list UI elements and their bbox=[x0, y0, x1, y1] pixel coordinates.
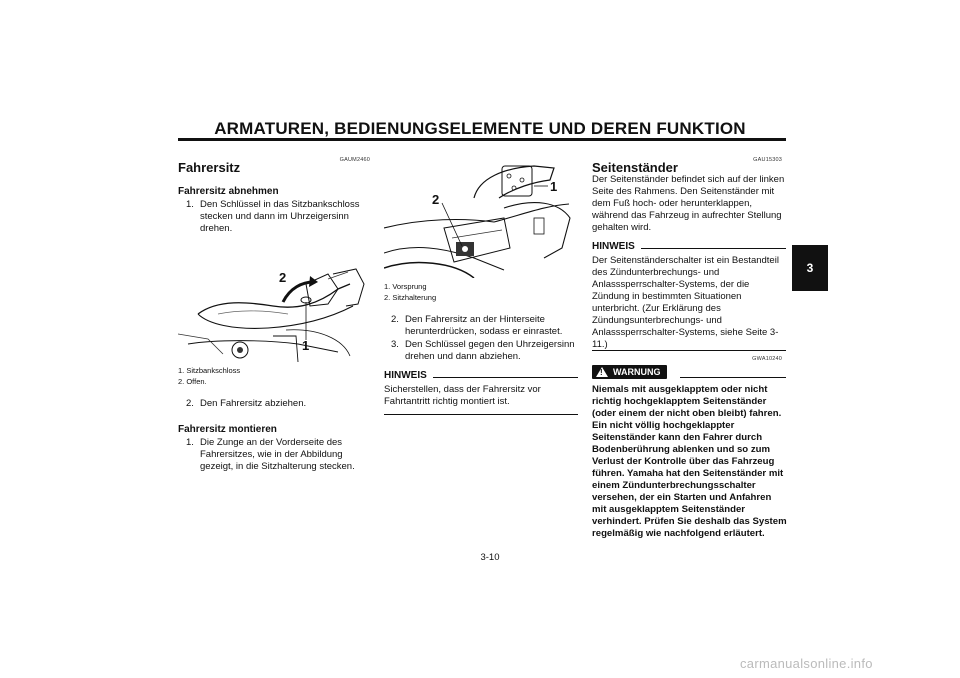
step-text: Den Schlüssel in das Sitzbankschloss stecken und dann im Uhrzeigersinn drehen. bbox=[200, 199, 360, 234]
step-text: Den Fahrersitz abziehen. bbox=[200, 398, 307, 409]
figure-callout-1: 1 bbox=[302, 338, 310, 353]
title-rule bbox=[178, 138, 786, 141]
figure-caption-1: 1. Sitzbankschloss bbox=[178, 366, 241, 375]
step-number: 3. bbox=[391, 339, 399, 350]
step-number: 1. bbox=[186, 199, 194, 210]
warning-text: Niemals mit ausgeklapptem oder nicht richtig hochgeklapptem Seitenständer (oder einem der nicht oben bleibt) fahren. Ein nicht völlig hochgeklappter Seitenständer kann den Fahrer durch Bodenberührung ablenken und so zum Verlust der Kontrolle über das Fahrzeug führen. Yamaha hat den Seitenständer mit einem Zündunterbrechungsschalter versehen, der ein Starten und Anfahren mit ausgeklapptem Seitenständer verhindert. Prüfen Sie deshalb das System regelmäßig wie nachfolgend erläutert. bbox=[592, 384, 787, 539]
watermark-link[interactable]: carmanualsonline.info bbox=[740, 656, 873, 671]
warning-rule bbox=[680, 377, 786, 378]
figure-callout-2: 2 bbox=[279, 270, 287, 285]
note-heading bbox=[592, 241, 786, 252]
step-text: Die Zunge an der Vorderseite des Fahrersitzes, wie in der Abbildung gezeigt, in die Sitzhalterung stecken. bbox=[200, 437, 355, 472]
note-rule bbox=[641, 248, 786, 249]
figure-caption-2: 2. Sitzhalterung bbox=[384, 293, 437, 302]
subheading-install-seat: Fahrersitz montieren bbox=[178, 424, 277, 435]
note-end-rule bbox=[592, 350, 786, 351]
chapter-tab[interactable]: 3 bbox=[792, 245, 828, 291]
page-number: 3-10 bbox=[480, 552, 500, 563]
seat-mount-figure bbox=[384, 158, 578, 278]
note-label: HINWEIS bbox=[592, 241, 635, 252]
step-pull-seat bbox=[186, 398, 374, 410]
intro-text: Der Seitenständer befindet sich auf der linken Seite des Rahmens. Den Seitenständer mit dem Fuß hoch- oder herunterklappen, während das Fahrzeug in aufrechter Stellung gehalten wird. bbox=[592, 174, 785, 233]
section-code: GAUM2460 bbox=[339, 157, 370, 163]
note-end-rule bbox=[384, 414, 578, 415]
step-number: 2. bbox=[186, 398, 194, 409]
step-remove-key bbox=[391, 339, 579, 363]
step-number: 2. bbox=[391, 314, 399, 325]
note-text: Sicherstellen, dass der Fahrersitz vor Fahrtantritt richtig montiert ist. bbox=[384, 384, 541, 407]
note-text: Der Seitenständerschalter ist ein Bestandteil des Zündunterbrechungs- und Anlasssperrschalter-Systems, der die Zündung in bestimmten Situationen unterbricht. (Zur Erklärung des Zündungsunterbrechungs- und Anlasssperrschalter-Systems, siehe Seite 3-11.) bbox=[592, 255, 779, 350]
figure-caption-1: 1. Vorsprung bbox=[384, 282, 427, 291]
section-heading-fahrersitz: Fahrersitz bbox=[178, 160, 241, 175]
page-title: ARMATUREN, BEDIENUNGSELEMENTE UND DEREN FUNKTION bbox=[214, 119, 746, 138]
seat-lock-figure bbox=[178, 244, 372, 364]
step-insert-tongue bbox=[186, 437, 374, 473]
warning-badge bbox=[592, 364, 667, 382]
warning-icon bbox=[596, 367, 608, 377]
note-rule bbox=[433, 377, 578, 378]
step-insert-key bbox=[186, 199, 374, 235]
note-label: HINWEIS bbox=[384, 370, 427, 381]
section-code: GAU15303 bbox=[753, 157, 782, 163]
figure-caption-2: 2. Offen. bbox=[178, 377, 207, 386]
section-heading-seitenstaender: Seitenständer bbox=[592, 160, 678, 175]
figure-callout-1: 1 bbox=[550, 179, 558, 194]
step-number: 1. bbox=[186, 437, 194, 448]
step-press-seat bbox=[391, 314, 579, 338]
step-text: Den Fahrersitz an der Hinterseite herunterdrücken, sodass er einrastet. bbox=[405, 314, 563, 337]
warning-code: GWA10240 bbox=[752, 356, 782, 362]
warning-label: WARNUNG bbox=[613, 367, 661, 377]
figure-callout-2: 2 bbox=[432, 192, 440, 207]
note-heading bbox=[384, 370, 578, 381]
subheading-remove-seat: Fahrersitz abnehmen bbox=[178, 186, 279, 197]
step-text: Den Schlüssel gegen den Uhrzeigersinn drehen und dann abziehen. bbox=[405, 339, 575, 362]
